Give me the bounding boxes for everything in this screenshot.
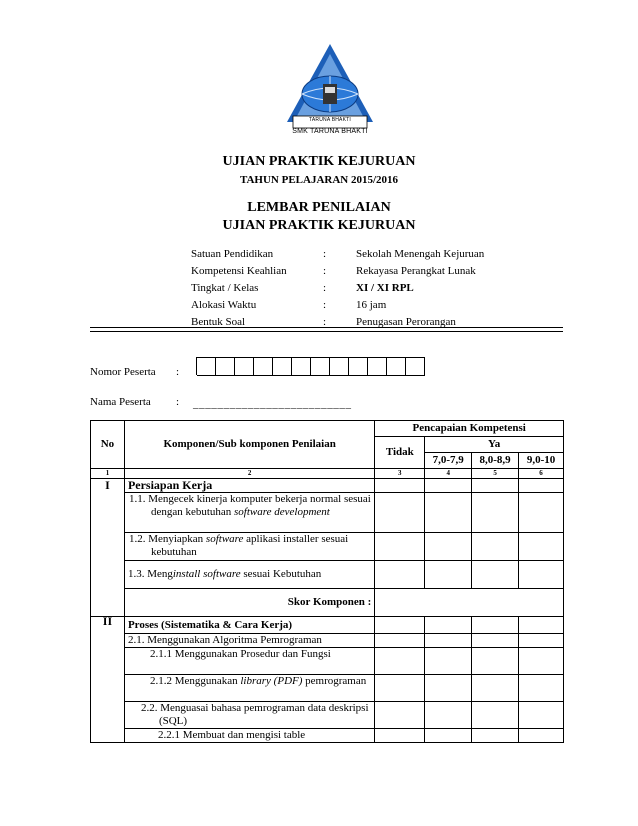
score-cell[interactable] — [375, 648, 425, 675]
sheet-title: LEMBAR PENILAIAN — [247, 200, 391, 215]
header-range: 7,0-7,9 — [425, 453, 472, 469]
column-number: 4 — [425, 469, 472, 479]
component-score-cell[interactable] — [375, 589, 564, 617]
participant-name-label: Nama Peserta — [90, 396, 151, 408]
item-text-part: 2.1.2 Menggunakan — [149, 675, 241, 687]
column-number: 6 — [519, 469, 564, 479]
school-logo — [285, 42, 375, 138]
info-row — [191, 263, 531, 280]
assessment-table — [90, 420, 564, 743]
score-cell[interactable] — [472, 729, 519, 743]
header-range: 9,0-10 — [519, 453, 564, 469]
number-box[interactable] — [406, 357, 425, 376]
item-text-part: aplikasi installer sesuai kebutuhan — [150, 533, 349, 558]
item-text: 2.2. Menguasai bahasa pemrograman data deskripsi (SQL) — [124, 702, 374, 729]
score-cell[interactable] — [472, 634, 519, 648]
number-box[interactable] — [330, 357, 349, 376]
score-cell[interactable] — [425, 729, 472, 743]
item-text: 2.2.1 Membuat dan mengisi table — [124, 729, 374, 743]
score-cell[interactable] — [425, 702, 472, 729]
item-text — [124, 561, 374, 589]
section-number — [91, 614, 125, 743]
info-row — [191, 246, 531, 263]
score-cell[interactable] — [375, 533, 425, 561]
column-number: 1 — [91, 469, 125, 479]
header-component: Komponen/Sub komponen Penilaian — [124, 421, 374, 469]
number-box[interactable] — [254, 357, 273, 376]
table-row — [91, 561, 564, 589]
table-row — [91, 634, 564, 648]
info-label: Alokasi Waktu — [191, 299, 257, 311]
score-cell[interactable] — [519, 533, 564, 561]
score-cell[interactable] — [375, 561, 425, 589]
item-text-italic: library (PDF) — [240, 675, 303, 687]
header-no-answer: Tidak — [375, 437, 425, 469]
logo-school-name: SMK TARUNA BHAKTI — [292, 128, 368, 135]
divider-line — [90, 331, 563, 332]
participant-number-label: Nomor Peserta — [90, 366, 156, 378]
column-number-row — [91, 469, 564, 479]
item-text: 2.1. Menggunakan Algoritma Pemrograman — [124, 634, 374, 648]
score-cell[interactable] — [425, 561, 472, 589]
section-number: I — [91, 479, 125, 617]
section-number-text: II — [102, 614, 113, 628]
info-colon: : — [323, 316, 327, 328]
academic-year: TAHUN PELAJARAN 2015/2016 — [239, 174, 399, 186]
item-text-part: 1.1. Mengecek kinerja komputer bekerja normal sesuai dengan kebutuhan — [128, 493, 371, 518]
item-text: 2.1.1 Menggunakan Prosedur dan Fungsi — [124, 648, 374, 675]
score-cell[interactable] — [519, 493, 564, 533]
number-box[interactable] — [311, 357, 330, 376]
info-value: 16 jam — [356, 299, 387, 311]
score-cell[interactable] — [375, 702, 425, 729]
header-achievement: Pencapaian Kompetensi — [375, 421, 564, 437]
item-text-italic: install software — [172, 568, 241, 580]
logo-caption-small: TARUNA BHAKTI — [309, 117, 351, 123]
column-number: 2 — [124, 469, 374, 479]
info-label: Bentuk Soal — [191, 316, 246, 328]
column-number: 3 — [375, 469, 425, 479]
header-range: 8,0-8,9 — [472, 453, 519, 469]
score-cell[interactable] — [375, 493, 425, 533]
participant-number-boxes[interactable] — [196, 357, 425, 375]
score-cell[interactable] — [519, 702, 564, 729]
number-box[interactable] — [216, 357, 235, 376]
score-cell[interactable] — [425, 675, 472, 702]
info-value: Sekolah Menengah Kejuruan — [356, 248, 485, 260]
participant-number-colon: : — [176, 366, 180, 378]
score-cell[interactable] — [472, 648, 519, 675]
info-value: XI / XI RPL — [356, 282, 414, 294]
header-yes: Ya — [425, 437, 564, 453]
score-cell[interactable] — [375, 675, 425, 702]
score-cell[interactable] — [425, 648, 472, 675]
table-row — [91, 533, 564, 561]
score-cell[interactable] — [519, 479, 564, 493]
component-score-label: Skor Komponen : — [124, 589, 374, 617]
school-emblem-icon — [285, 42, 375, 138]
score-cell[interactable] — [375, 729, 425, 743]
info-label: Tingkat / Kelas — [191, 282, 259, 294]
info-row — [191, 314, 531, 331]
table-row — [91, 589, 564, 617]
number-box[interactable] — [292, 357, 311, 376]
section-title: Proses (Sistematika & Cara Kerja) — [124, 617, 374, 634]
table-row — [91, 729, 564, 743]
number-box[interactable] — [273, 357, 292, 376]
score-cell[interactable] — [425, 617, 472, 634]
score-cell[interactable] — [472, 533, 519, 561]
table-row — [91, 675, 564, 702]
info-colon: : — [323, 265, 327, 277]
table-row — [91, 493, 564, 533]
number-box[interactable] — [235, 357, 254, 376]
score-cell[interactable] — [472, 617, 519, 634]
item-text-part: pemrograman — [302, 675, 367, 687]
score-cell[interactable] — [519, 634, 564, 648]
sheet-subtitle: UJIAN PRAKTIK KEJURUAN — [222, 218, 416, 233]
participant-name-field[interactable]: __________________________ — [193, 398, 352, 410]
table-row — [91, 617, 564, 634]
number-box[interactable] — [349, 357, 368, 376]
info-value: Rekayasa Perangkat Lunak — [356, 265, 476, 277]
exam-info — [191, 246, 531, 331]
score-cell[interactable] — [425, 533, 472, 561]
info-row — [191, 297, 531, 314]
score-cell[interactable] — [425, 634, 472, 648]
item-text-italic: software development — [234, 506, 330, 518]
info-label: Kompetensi Keahlian — [191, 265, 287, 277]
score-cell[interactable] — [472, 675, 519, 702]
score-cell[interactable] — [472, 561, 519, 589]
participant-name-colon: : — [176, 396, 180, 408]
info-row — [191, 280, 531, 297]
info-value: Penugasan Perorangan — [356, 316, 456, 328]
score-cell[interactable] — [519, 561, 564, 589]
item-text-part: 1.2. Menyiapkan — [128, 533, 206, 545]
info-colon: : — [323, 248, 327, 260]
item-text — [124, 493, 374, 533]
score-cell[interactable] — [425, 479, 472, 493]
score-cell[interactable] — [519, 617, 564, 634]
info-colon: : — [323, 299, 327, 311]
score-cell[interactable] — [375, 634, 425, 648]
column-number: 5 — [472, 469, 519, 479]
table-row — [91, 479, 564, 493]
score-cell[interactable] — [472, 702, 519, 729]
table-row — [91, 702, 564, 729]
header-row — [91, 421, 564, 437]
table-row — [91, 648, 564, 675]
score-cell[interactable] — [519, 675, 564, 702]
item-text-part: sesuai Kebutuhan — [240, 568, 322, 580]
item-text — [124, 533, 374, 561]
info-label: Satuan Pendidikan — [191, 248, 274, 260]
score-cell[interactable] — [425, 493, 472, 533]
score-cell[interactable] — [375, 617, 425, 634]
score-cell[interactable] — [472, 479, 519, 493]
item-text-part: 1.3. Meng — [127, 568, 173, 580]
divider-line — [90, 327, 563, 328]
score-cell[interactable] — [519, 729, 564, 743]
item-text — [124, 675, 374, 702]
header-no: No — [91, 421, 125, 469]
number-box[interactable] — [197, 357, 216, 376]
number-box[interactable] — [387, 357, 406, 376]
section-title: Persiapan Kerja — [124, 479, 374, 493]
score-cell[interactable] — [375, 479, 425, 493]
score-cell[interactable] — [472, 493, 519, 533]
number-box[interactable] — [368, 357, 387, 376]
exam-title: UJIAN PRAKTIK KEJURUAN — [222, 154, 416, 169]
item-text-italic: software — [205, 533, 244, 545]
info-colon: : — [323, 282, 327, 294]
score-cell[interactable] — [519, 648, 564, 675]
